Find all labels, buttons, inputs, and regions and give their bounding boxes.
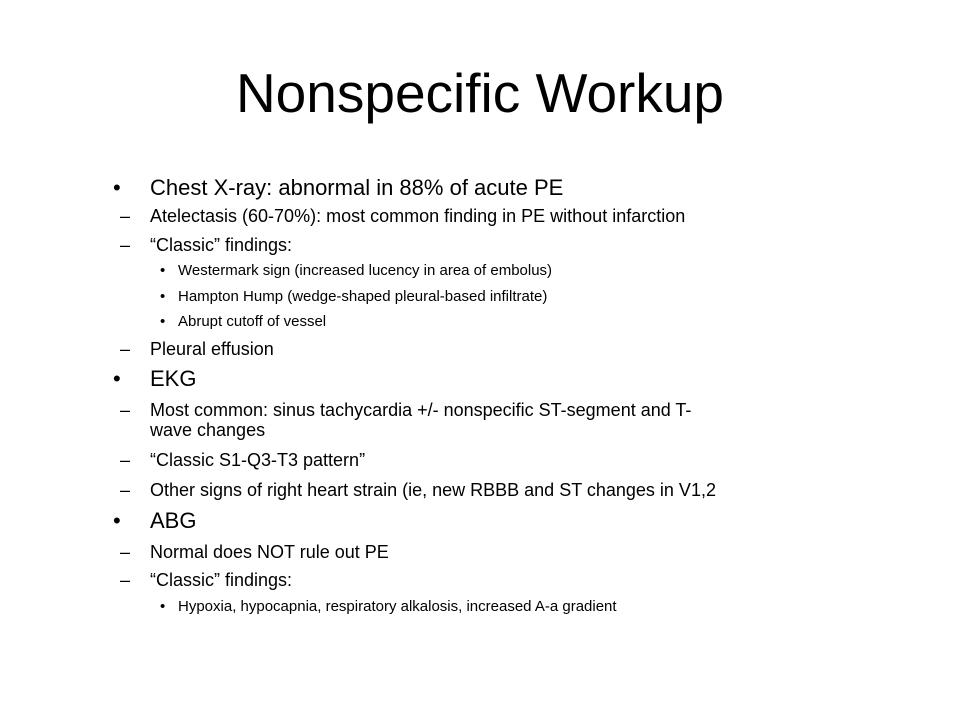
dash-marker: – [120,480,131,500]
slide-title: Nonspecific Workup [235,62,725,124]
sub-item-pleural-effusion: Pleural effusion [150,339,274,359]
sub-item-most-common: Most common: sinus tachycardia +/- nonspecific ST-segment and T- [150,400,692,420]
bullet-marker: • [160,262,166,279]
bullet-abg: ABG [150,508,197,533]
dash-marker: – [120,400,131,420]
dash-marker: – [120,542,131,562]
bullet-chest-xray: Chest X-ray: abnormal in 88% of acute PE [150,175,564,200]
sub-item-right-heart-strain: Other signs of right heart strain (ie, new RBBB and ST changes in V1,2 [150,480,716,500]
sub-sub-item-westermark: Westermark sign (increased lucency in area of embolus) [178,262,553,279]
sub-item-classic-s1q3t3: “Classic S1-Q3-T3 pattern” [150,450,366,470]
sub-item-classic-findings: “Classic” findings: [150,235,293,255]
dash-marker: – [120,235,131,255]
bullet-ekg: EKG [150,366,197,391]
bullet-marker: • [113,175,121,200]
bullet-marker: • [160,598,166,615]
sub-item-abg-classic-findings: “Classic” findings: [150,570,293,590]
sub-sub-item-hypoxia: Hypoxia, hypocapnia, respiratory alkalosis, increased A-a gradient [178,598,617,615]
dash-marker: – [120,206,131,226]
bullet-marker: • [113,366,121,391]
sub-item-most-common-cont: wave changes [150,420,266,440]
sub-sub-item-abrupt-cutoff: Abrupt cutoff of vessel [178,313,327,330]
sub-item-normal-not-rule-out: Normal does NOT rule out PE [150,542,389,562]
bullet-marker: • [113,508,121,533]
bullet-marker: • [160,313,166,330]
dash-marker: – [120,570,131,590]
sub-sub-item-hampton-hump: Hampton Hump (wedge-shaped pleural-based infiltrate) [178,288,548,305]
dash-marker: – [120,339,131,359]
bullet-marker: • [160,288,166,305]
sub-item-atelectasis: Atelectasis (60-70%): most common finding in PE without infarction [150,206,686,226]
dash-marker: – [120,450,131,470]
